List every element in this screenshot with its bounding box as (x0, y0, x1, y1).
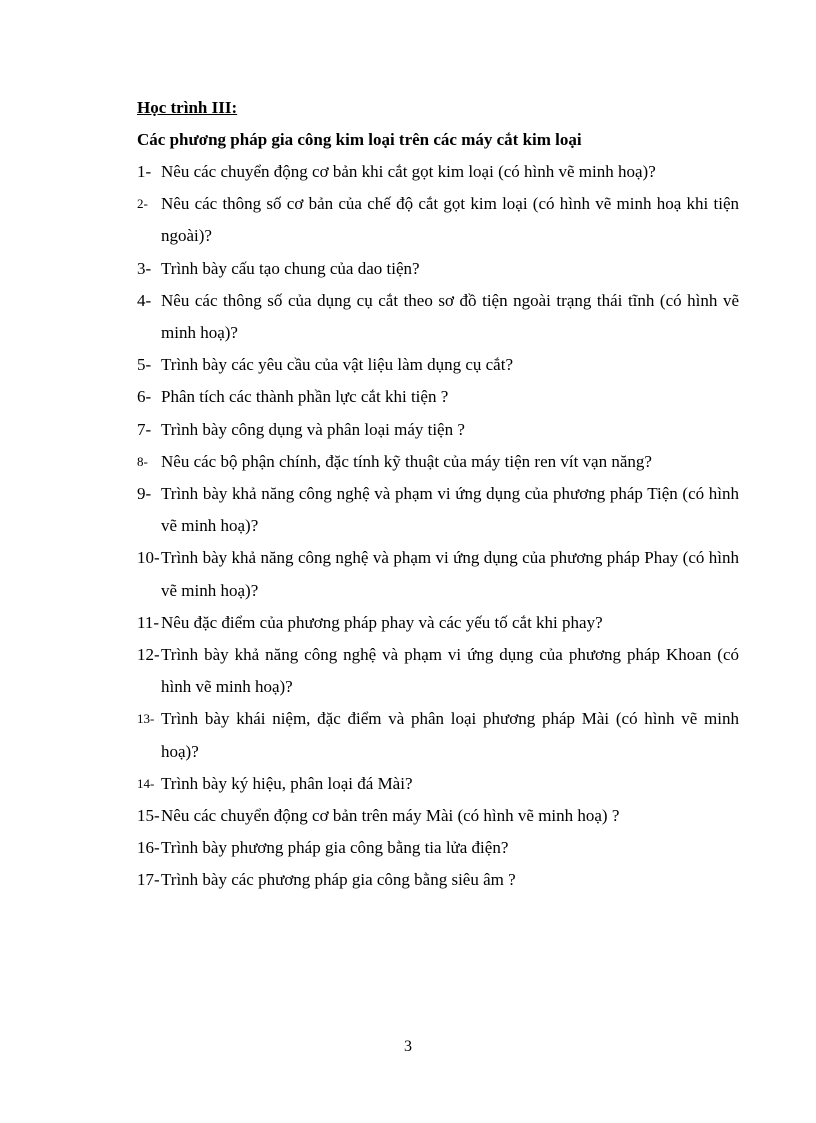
question-text: Trình bày khái niệm, đặc điểm và phân loại phương pháp Mài (có hình vẽ minh hoạ)? (161, 709, 739, 761)
question-text: Trình bày khả năng công nghệ và phạm vi ứng dụng của phương pháp Phay (có hình vẽ minh hoạ)? (161, 548, 739, 600)
question-text: Nêu các chuyển động cơ bản trên máy Mài (có hình vẽ minh hoạ) ? (161, 806, 620, 826)
page-number: 3 (404, 1038, 412, 1055)
question-number: 5- (137, 355, 152, 375)
question-text: Nêu các chuyển động cơ bản khi cắt gọt kim loại (có hình vẽ minh hoạ)? (161, 162, 656, 181)
question-item (137, 800, 739, 832)
question-item (137, 156, 739, 188)
question-text: Trình bày công dụng và phân loại máy tiện ? (161, 419, 465, 439)
question-item (137, 639, 739, 703)
question-text: Nêu các thông số cơ bản của chế độ cắt gọt kim loại (có hình vẽ minh hoạ khi tiện ngoài)? (161, 194, 739, 246)
question-item (137, 864, 739, 896)
question-number: 8- (137, 453, 148, 469)
question-text: Trình bày cấu tạo chung của dao tiện? (161, 258, 420, 278)
question-text: Phân tích các thành phần lực cắt khi tiện ? (161, 387, 449, 407)
question-number: 4- (137, 290, 152, 310)
question-number: 2- (137, 196, 148, 212)
question-item (137, 414, 739, 446)
question-number: 11- (137, 612, 160, 632)
question-item (137, 703, 739, 767)
question-text: Trình bày khả năng công nghệ và phạm vi ứng dụng của phương pháp Tiện (có hình vẽ minh hoạ)? (161, 484, 739, 536)
section-subtitle: Các phương pháp gia công kim loại trên các máy cắt kim loại (137, 130, 582, 149)
question-number: 10- (137, 548, 160, 568)
question-text: Nêu các bộ phận chính, đặc tính kỹ thuật của máy tiện ren vít vạn năng? (161, 451, 652, 471)
question-item (137, 188, 739, 252)
question-text: Trình bày các yêu cầu của vật liệu làm dụng cụ cắt? (161, 355, 513, 375)
question-item (137, 285, 739, 349)
question-item (137, 478, 739, 542)
section-title: Học trình III: (137, 98, 238, 117)
question-item (137, 832, 739, 864)
question-number: 6- (137, 387, 152, 407)
question-text: Nêu đặc điểm của phương pháp phay và các yếu tố cắt khi phay? (161, 612, 603, 632)
question-item (137, 253, 739, 285)
question-number: 9- (137, 484, 152, 504)
question-item (137, 768, 739, 800)
question-number: 12- (137, 645, 160, 665)
question-number: 1- (137, 162, 152, 181)
question-item (137, 607, 739, 639)
question-number: 3- (137, 258, 152, 278)
question-number: 16- (137, 838, 160, 858)
question-number: 14- (137, 775, 155, 791)
question-text: Trình bày khả năng công nghệ và phạm vi ứng dụng của phương pháp Khoan (có hình vẽ minh hoạ)? (161, 645, 739, 697)
question-list (137, 156, 739, 897)
question-text: Trình bày phương pháp gia công bằng tia lửa điện? (161, 838, 509, 858)
document-body (137, 92, 739, 897)
question-text: Trình bày ký hiệu, phân loại đá Mài? (161, 773, 413, 793)
question-number: 13- (137, 711, 155, 727)
question-text: Trình bày các phương pháp gia công bằng siêu âm ? (161, 870, 516, 890)
question-item (137, 349, 739, 381)
question-number: 17- (137, 870, 160, 890)
question-item (137, 381, 739, 413)
question-item (137, 542, 739, 606)
question-number: 15- (137, 806, 160, 826)
question-text: Nêu các thông số của dụng cụ cắt theo sơ đồ tiện ngoài trạng thái tĩnh (có hình vẽ minh hoạ)? (161, 290, 739, 343)
question-number: 7- (137, 419, 152, 439)
question-item (137, 446, 739, 478)
